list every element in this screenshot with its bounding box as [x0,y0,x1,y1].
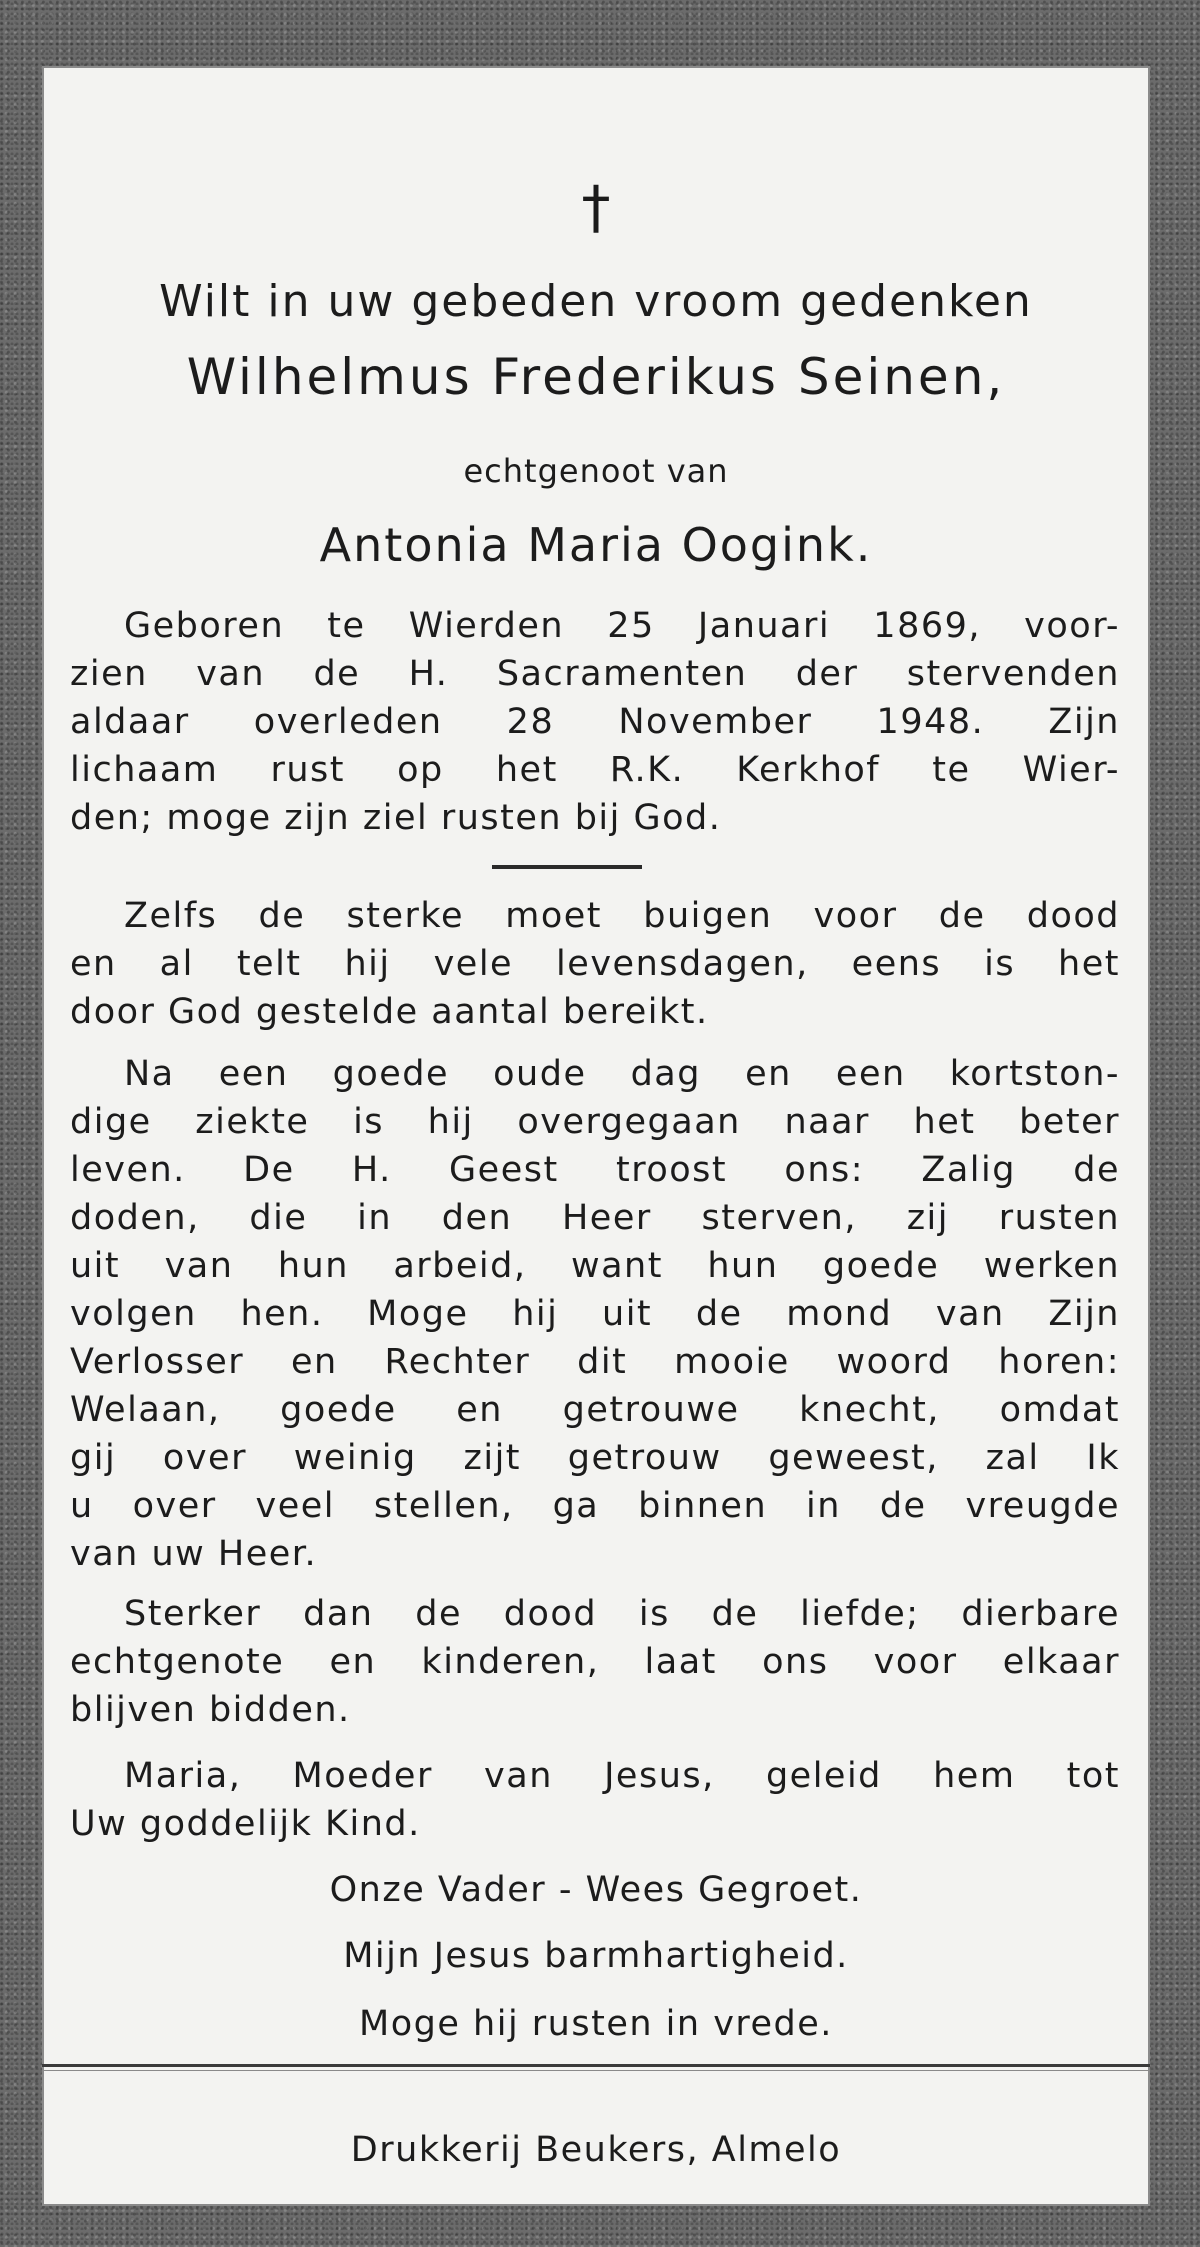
prayer-line: Mijn Jesus barmhartigheid. [343,1936,849,1976]
verse-line: Sterker dan de dood is de liefde; dierbare [124,1594,1120,1634]
deceased-name: Wilhelmus Frederikus Seinen, [186,348,1006,406]
verse-line: Zelfs de sterke moet buigen voor de dood [124,896,1120,936]
verse-line: leven. De H. Geest troost ons: Zalig de [70,1150,1120,1190]
verse-line: van uw Heer. [70,1534,318,1574]
verse-line: echtgenote en kinderen, laat ons voor elkaar [70,1642,1120,1682]
verse-line: u over veel stellen, ga binnen in de vreugde [70,1486,1120,1526]
footer-divider-thin [42,2070,1150,2071]
bio-line: lichaam rust op het R.K. Kerkhof te Wier- [70,750,1120,790]
bio-line: Geboren te Wierden 25 Januari 1869, voor- [124,606,1120,646]
opening-line: Wilt in uw gebeden vroom gedenken [159,276,1033,327]
bio-line: aldaar overleden 28 November 1948. Zijn [70,702,1120,742]
verse-line: uit van hun arbeid, want hun goede werken [70,1246,1120,1286]
verse-line: Maria, Moeder van Jesus, geleid hem tot [124,1756,1120,1796]
verse-line: blijven bidden. [70,1690,351,1730]
verse-line: en al telt hij vele levensdagen, eens is het [70,944,1120,984]
verse-line: volgen hen. Moge hij uit de mond van Zijn [70,1294,1120,1334]
prayer-line: Moge hij rusten in vrede. [359,2004,833,2044]
prayer-line: Onze Vader - Wees Gegroet. [329,1870,863,1910]
verse-line: door God gestelde aantal bereikt. [70,992,709,1032]
verse-line: Welaan, goede en getrouwe knecht, omdat [70,1390,1120,1430]
verse-line: dige ziekte is hij overgegaan naar het beter [70,1102,1120,1142]
memorial-card [42,66,1150,2206]
cross-icon: † [581,173,611,241]
footer-divider [42,2064,1150,2067]
verse-line: Verlosser en Rechter dit mooie woord horen: [70,1342,1120,1382]
divider [492,865,642,869]
spouse-intro: echtgenoot van [463,452,729,490]
bio-line: zien van de H. Sacramenten der stervenden [70,654,1120,694]
verse-line: Na een goede oude dag en een kortston- [124,1054,1120,1094]
verse-line: gij over weinig zijt getrouw geweest, zal Ik [70,1438,1120,1478]
verse-line: Uw goddelijk Kind. [70,1804,421,1844]
spouse-name: Antonia Maria Oogink. [319,518,873,572]
verse-line: doden, die in den Heer sterven, zij rusten [70,1198,1120,1238]
printer-credit: Drukkerij Beukers, Almelo [350,2130,842,2170]
bio-line: den; moge zijn ziel rusten bij God. [70,798,722,838]
